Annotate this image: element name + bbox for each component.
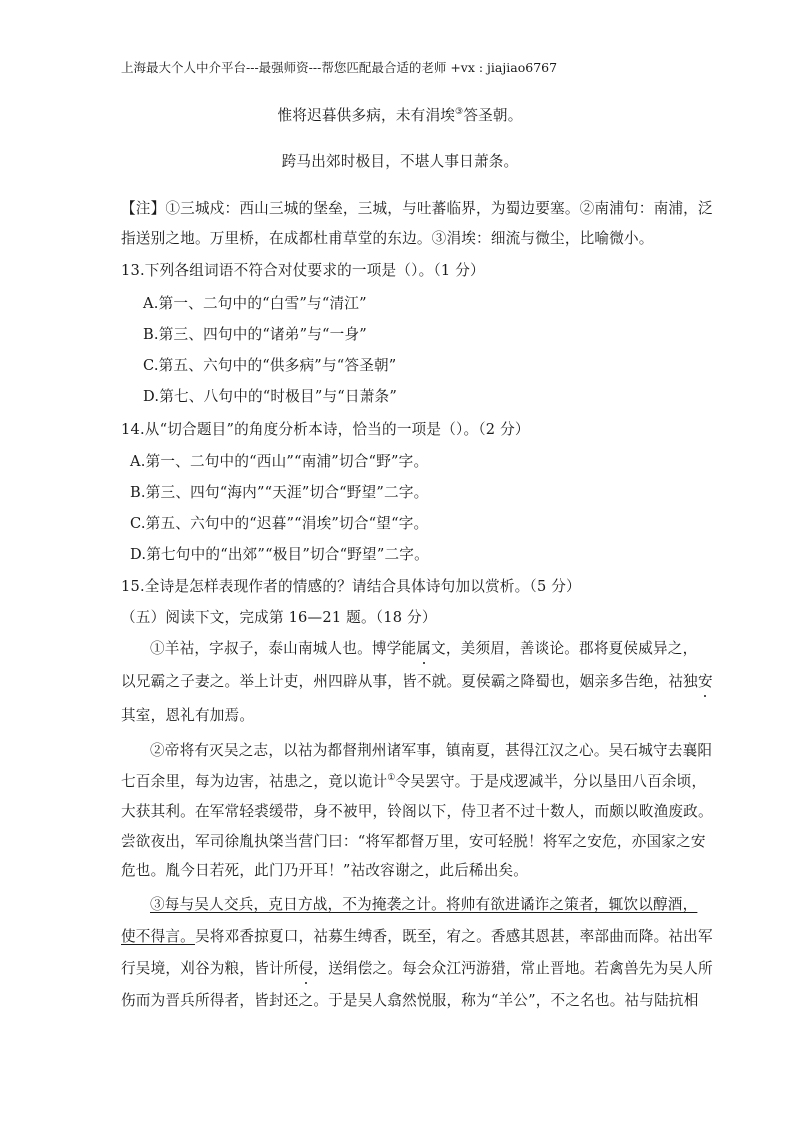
question-14-option-c: C.第五、六句中的“迟暮”“涓埃”切合“望“字。: [130, 515, 429, 532]
passage-paragraph-3-line: 伤而为晋兵所得者，皆封还之。于是吴人翕然悦服，称为“羊公”，不之名也。祜与陆抗相: [121, 992, 699, 1009]
passage-paragraph-2-line: 七百余里，每为边害，祜患之，竟以诡计①令吴罢守。于是戍逻减半，分以垦田八百余顷，: [121, 773, 707, 790]
underlined-sentence: ③每与吴人交兵，克日方战，不为掩袭之计。将帅有欲进谲诈之策者，辄饮以醇酒，: [150, 896, 698, 913]
passage-paragraph-2-line: 大获其利。在军常轻裘缓带，身不被甲，铃阁以下，侍卫者不过十数人，而颇以畋渔废政。: [121, 803, 713, 820]
emphasis-dot-char: 侵: [299, 957, 314, 978]
section-5-heading: （五）阅读下文，完成第 16—21 题。（18 分）: [121, 609, 437, 626]
question-14-option-b: B.第三、四句“海内”“天涯”切合“野望”二字。: [130, 484, 429, 501]
emphasis-dot-char: 安: [698, 670, 713, 691]
poem-line-8: 跨马出郊时极目，不堪人事日萧条。: [281, 153, 519, 170]
passage-paragraph-2-line: 危也。胤今日若死，此门乃开耳！”祜改容谢之，此后稀出矣。: [121, 862, 529, 879]
passage-paragraph-1-line: 以兄霸之子妻之。举上计吏，州四辟从事，皆不就。夏侯霸之降蜀也，姻亲多告绝，祜独安: [121, 670, 713, 691]
notes-line: 【注】①三城戍：西山三城的堡垒，三城，与吐蕃临界，为蜀边要塞。②南浦句：南浦，泛: [121, 200, 713, 217]
question-14-option-a: A.第一、二句中的“西山”“南浦”切合“野”字。: [130, 453, 429, 470]
question-13-stem: 13.下列各组词语不符合对仗要求的一项是（）。（1 分）: [121, 262, 485, 279]
question-13-option-c: C.第五、六句中的“供多病”与“答圣朝”: [143, 357, 397, 374]
passage-paragraph-3-line: [150, 893, 697, 914]
question-15: 15.全诗是怎样表现作者的情感的？请结合具体诗句加以赏析。（5 分）: [121, 578, 581, 595]
poem-line-7: 惟将迟暮供多病，未有涓埃③答圣朝。: [277, 107, 523, 124]
footnote-marker: ③: [455, 107, 464, 118]
passage-paragraph-2-line: ②帝将有灭吴之志，以祜为都督荆州诸军事，镇南夏，甚得江汉之心。吴石城守去襄阳: [150, 742, 713, 759]
passage-paragraph-1-line: 其室，恩礼有加焉。: [121, 707, 255, 724]
underlined-sentence: 使不得言。: [121, 928, 195, 945]
question-13-option-b: B.第三、四句中的“诸弟”与“一身”: [143, 326, 367, 343]
emphasis-dot-char: 属: [416, 637, 431, 658]
footnote-marker: ①: [387, 773, 396, 784]
question-13-option-a: A.第一、二句中的“白雪”与“清江”: [143, 295, 367, 312]
passage-paragraph-1-line: ①羊祜，字叔子，泰山南城人也。博学能属文，美须眉，善谈论。郡将夏侯威异之，: [150, 637, 697, 658]
notes-line: 指送别之地。万里桥，在成都杜甫草堂的东边。③涓埃：细流与微尘，比喻微小。: [121, 230, 654, 247]
page-header: 上海最大个人中介平台---最强师资---帮您匹配最合适的老师 +vx : jiajiao6767: [121, 60, 558, 75]
passage-paragraph-3-line: 行吴境，刈谷为粮，皆计所侵，送绢偿之。每会众江沔游猎，常止晋地。若禽兽先为吴人所: [121, 957, 713, 978]
passage-paragraph-3-line: 使不得言。吴将邓香掠夏口，祜募生缚香，既至，宥之。香感其恩甚，率部曲而降。祜出军: [121, 928, 713, 945]
passage-paragraph-2-line: 尝欲夜出，军司徐胤执棨当营门曰：“将军都督万里，安可轻脱！将军之安危，亦国家之安: [121, 833, 706, 850]
question-14-option-d: D.第七句中的“出郊”“极目”切合“野望”二字。: [130, 546, 429, 563]
question-13-option-d: D.第七、八句中的“时极目”与“日萧条”: [143, 388, 397, 405]
question-14-stem: 14.从“切合题目”的角度分析本诗，恰当的一项是（）。（2 分）: [121, 421, 530, 438]
